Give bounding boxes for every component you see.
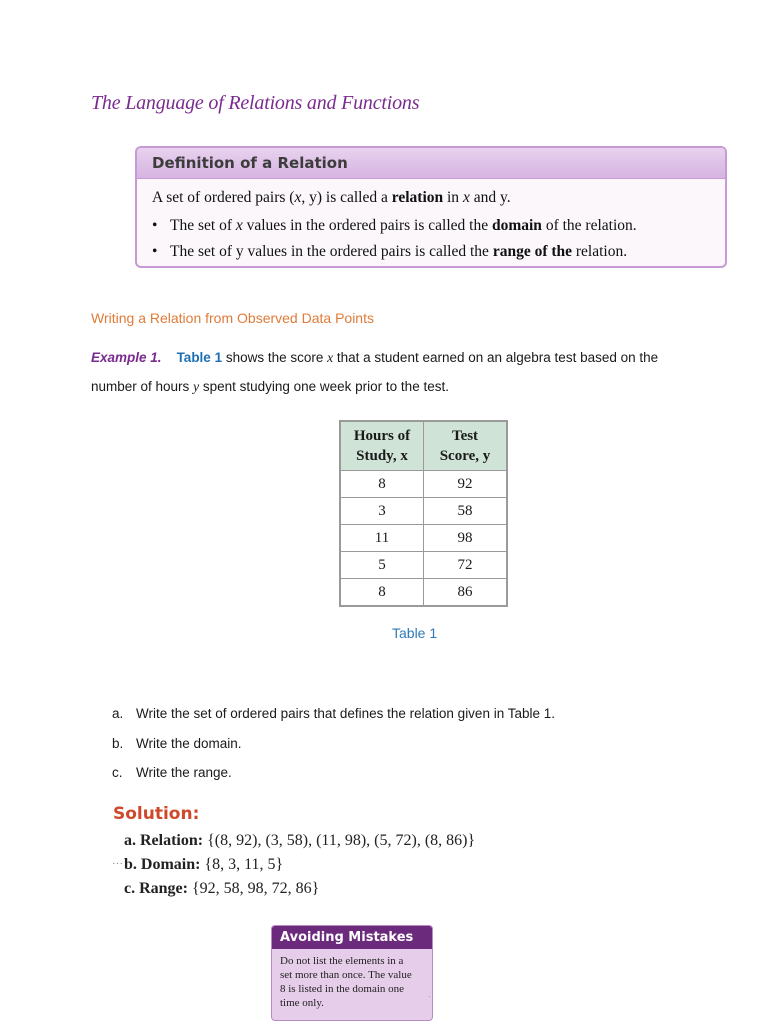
table-row [340, 525, 507, 552]
solution-value: {92, 58, 98, 72, 86} [187, 880, 320, 897]
table-caption: Table 1 [392, 625, 438, 641]
table-row [340, 552, 507, 579]
bullet-icon: • [152, 217, 158, 234]
table-row [340, 471, 507, 498]
table-header-row [340, 421, 507, 471]
solution-label: c. Range: [124, 880, 188, 897]
question-letter: b. [112, 736, 124, 751]
definition-text: The set of [170, 217, 236, 234]
example-label: Example 1. [91, 350, 162, 365]
header-text: Study, x [356, 448, 408, 464]
table-cell: 92 [424, 471, 508, 498]
question-text: Write the set of ordered pairs that defines the relation given in Table 1. [136, 706, 556, 721]
definition-text: x [462, 189, 470, 206]
solution-label: b. Domain: [124, 856, 201, 873]
definition-header: Definition of a Relation [137, 148, 725, 179]
avoiding-mistakes-header: Avoiding Mistakes [272, 926, 432, 949]
example-text: shows the score [222, 350, 328, 365]
question-letter: a. [112, 706, 124, 721]
definition-text: A set of ordered pairs ( [152, 189, 295, 206]
header-text: Test [451, 428, 479, 444]
solution-title: Solution: [113, 804, 200, 824]
example-line-1 [91, 350, 658, 366]
mistake-line: set more than once. The value [280, 969, 412, 981]
solution-value: {(8, 92), (3, 58), (11, 98), (5, 72), (8, 86)} [203, 832, 476, 849]
table-cell: 86 [424, 579, 508, 607]
bullet-icon: • [152, 243, 158, 260]
avoiding-mistakes-text [272, 949, 432, 1010]
column-header-score [424, 421, 508, 471]
question-a [112, 706, 555, 721]
question-letter: c. [112, 765, 123, 780]
header-text: Score, y [439, 448, 491, 464]
margin-marker-icon: ··· [112, 858, 123, 870]
definition-box [135, 146, 727, 268]
definition-body [137, 183, 725, 265]
example-text: x [327, 350, 334, 365]
table-row [340, 579, 507, 607]
table-cell: 8 [340, 471, 424, 498]
table-cell: 58 [424, 498, 508, 525]
solution-value: {8, 3, 11, 5} [200, 856, 284, 873]
definition-text: The set of y values in the ordered pairs is called the [170, 243, 493, 260]
header-text: Hours of [353, 428, 411, 444]
example-text: number of hours [91, 379, 194, 394]
table-cell: 98 [424, 525, 508, 552]
definition-term: domain [491, 217, 542, 234]
column-header-hours [340, 421, 424, 471]
table-row [340, 498, 507, 525]
solution-label: a. Relation: [124, 832, 204, 849]
table-cell: 8 [340, 579, 424, 607]
example-text: y [193, 379, 200, 394]
example-text: spent studying one week prior to the test. [199, 379, 449, 394]
table-cell: 5 [340, 552, 424, 579]
example-text: that a student earned on an algebra test based on the [333, 350, 659, 365]
table-reference-link[interactable]: Table 1 [176, 350, 223, 365]
example-line-2 [91, 379, 449, 395]
definition-text: x [235, 217, 243, 234]
definition-text: and y. [469, 189, 511, 206]
question-text: Write the range. [136, 765, 232, 780]
solution-relation [124, 832, 475, 850]
definition-term: relation [391, 189, 444, 206]
table-cell: 3 [340, 498, 424, 525]
solution-range [124, 880, 319, 898]
definition-term: range of the [492, 243, 573, 260]
mistake-line: time only. [280, 997, 324, 1009]
definition-bullet-range [152, 239, 725, 265]
section-heading: Writing a Relation from Observed Data Points [91, 310, 374, 326]
question-c [112, 765, 232, 780]
avoiding-mistakes-box [271, 925, 433, 1021]
question-text: Write the domain. [136, 736, 242, 751]
definition-intro [152, 183, 725, 213]
definition-text: , y) is called a [301, 189, 392, 206]
margin-marker-icon: ·· [428, 991, 434, 1001]
definition-text: x [294, 189, 302, 206]
definition-text: values in the ordered pairs is called the [242, 217, 492, 234]
page-title: The Language of Relations and Functions [91, 92, 420, 114]
data-table [339, 420, 508, 607]
definition-bullet-domain [152, 213, 725, 239]
table-cell: 11 [340, 525, 424, 552]
mistake-line: 8 is listed in the domain one [280, 983, 405, 995]
question-b [112, 736, 242, 751]
solution-domain [112, 856, 284, 874]
table-cell: 72 [424, 552, 508, 579]
mistake-line: Do not list the elements in a [280, 955, 404, 967]
definition-text: relation. [572, 243, 628, 260]
definition-text: in [443, 189, 463, 206]
definition-text: of the relation. [541, 217, 637, 234]
